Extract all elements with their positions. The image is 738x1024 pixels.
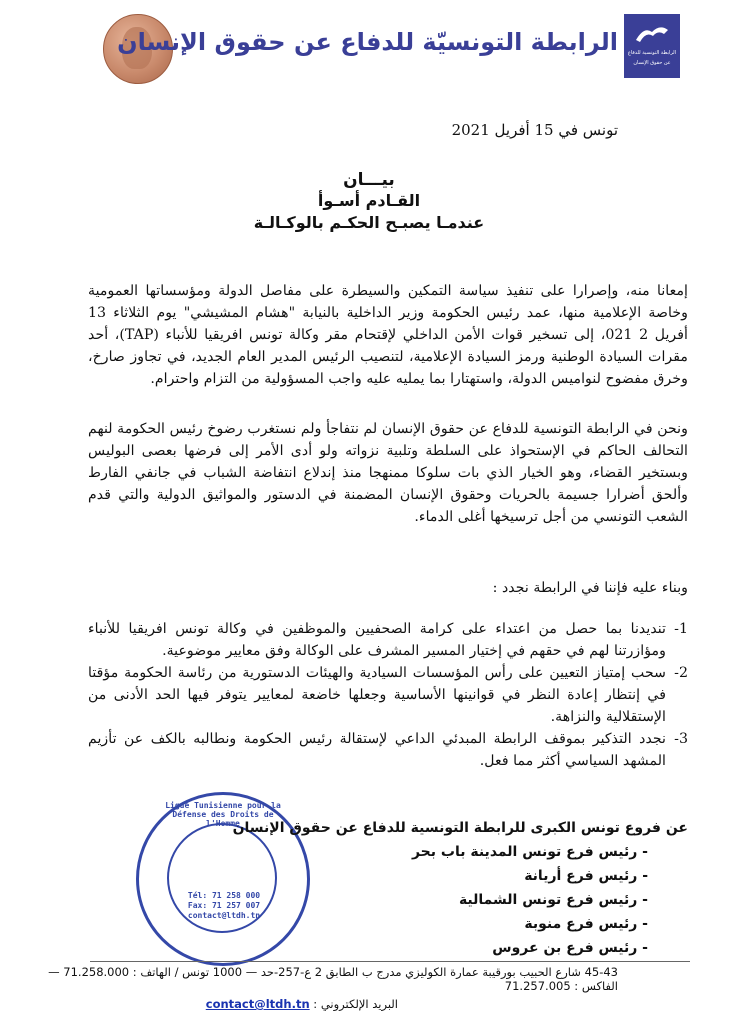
statement-headline: عندمـا يصبـح الحكـم بالوكـالـة — [253, 213, 485, 232]
statement-title: بيـــان — [343, 170, 395, 190]
logo-caption-1: الرابطة التونسية للدفاع — [627, 50, 677, 56]
item-text: نجدد التذكير بموقف الرابطة المبدئي الداعي لإستقالة رئيس الحكومة ونطالبه بالكف عن تأزيم المشهد السياسي أكثر مما فعل. — [88, 731, 666, 769]
signatories-heading: عن فروع تونس الكبرى للرابطة التونسية للدفاع عن حقوق الإنسان — [232, 820, 688, 836]
footer-address: 45-43 شارع الحبيب بورقيبة عمارة الكوليزي مدرج ب الطابق 2 ع-257-حد — 1000 تونس / الهاتف : 71.258.000 — الفاكس : 71.257.005 — [48, 965, 618, 993]
paragraph-1: إمعانا منه، وإصرارا على تنفيذ سياسة التمكين والسيطرة على مفاصل الدولة ومؤسساتها العمومية وخاصة الإعلامية منها، عمد رئيس الحكومة وزير الداخلية بالنيابة "هشام المشيشي" يوم الثلاثاء 13 أفريل 2 021، إلى تسخير قوات الأمن الداخلي لإقتحام مقر وكالة تونس افريقيا للأنباء (TAP)، أحد مقرات السيادة الوطنية ورمز السيادة الإعلامية، لتنصيب الرئيس المدير العام الجديد، في تجاوز صارخ، وخرق مفضوح لنواميس الدولة، واستهتارا بما يمليه عليه واجب المسؤولية من التزام واحترام. — [88, 283, 688, 387]
stamp-tel: Tél: 71 258 000 — [187, 891, 261, 900]
ltdh-logo — [624, 14, 680, 78]
footer — [18, 965, 618, 1011]
item-number: 1- — [674, 621, 688, 637]
branch-item: - رئيس فرع أريانة — [524, 868, 648, 884]
branch-item: - رئيس فرع تونس الشمالية — [458, 892, 648, 908]
footer-divider — [90, 961, 690, 962]
paragraph-2: ونحن في الرابطة التونسية للدفاع عن حقوق الإنسان لم نتفاجأ ولم نستغرب رضوخ رئيس الحكومة لنهم التحالف الحاكم في الإستحواذ على السلطة وتلبية نزواته ولو أدى الأمر إلى فرضها بعصى البوليس وبستخير القضاء، وهو الخيار الذي بات سلوكا ممنهجا منذ إندلاع انتفاضة الشباب في جانفي الفارط وألحق أضرارا جسيمة بالحريات وحقوق الإنسان المضمنة في الدستور والمواثيق الدولية والتي قدم الشعب التونسي من أجل ترسيخها أغلى الدماء. — [88, 421, 688, 525]
item-number: 3- — [674, 731, 688, 747]
logo-caption-2: عن حقوق الإنسان — [633, 60, 671, 66]
item-text: تنديدنا بما حصل من اعتداء على كرامة الصحفيين والموظفين في وكالة تونس افريقيا للأنباء ومؤازرتنا لهم في حقهم في إختيار المسير المشرف على الوكالة وفق معايير موضوعية. — [88, 621, 666, 659]
footer-email-label: البريد الإلكتروني : — [313, 997, 398, 1011]
branch-item: - رئيس فرع بن عروس — [492, 940, 648, 956]
stamp-outer-text: Ligue Tunisienne pour la Défense des Droits de l'Homme — [165, 801, 281, 828]
document-date: تونس في 15 أفريل 2021 — [451, 121, 618, 139]
org-name: الرابطة التونسيّة للدفاع عن حقوق الإنسان — [117, 28, 618, 56]
dove-hands-icon — [634, 22, 670, 44]
list-item — [88, 662, 688, 728]
paragraph-3: وبناء عليه فإننا في الرابطة نجدد : — [492, 580, 688, 596]
list-item — [88, 728, 688, 772]
stamp-email: contact@ltdh.tn — [187, 911, 261, 920]
branch-item: - رئيس فرع تونس المدينة باب بحر — [411, 844, 648, 860]
statement-subtitle: القـادم أسـوأ — [317, 191, 421, 210]
stamp-fax: Fax: 71 257 007 — [187, 901, 261, 910]
item-text: سحب إمتياز التعيين على رأس المؤسسات السيادية والهيئات الدستورية من رئاسة الحكومة مؤقتا في إنتظار إعادة النظر في قوانينها الأساسية وجعلها خاضعة لمعايير يتوفر فيها الحد الأدنى من الإستقلالية والنزاهة. — [88, 665, 666, 725]
item-number: 2- — [674, 665, 688, 681]
list-item — [88, 618, 688, 662]
letterhead — [0, 0, 738, 100]
signatories — [233, 820, 688, 960]
footer-email-link[interactable]: contact@ltdh.tn — [205, 997, 310, 1011]
branch-item: - رئيس فرع منوبة — [524, 916, 648, 932]
demands-list — [88, 618, 688, 772]
